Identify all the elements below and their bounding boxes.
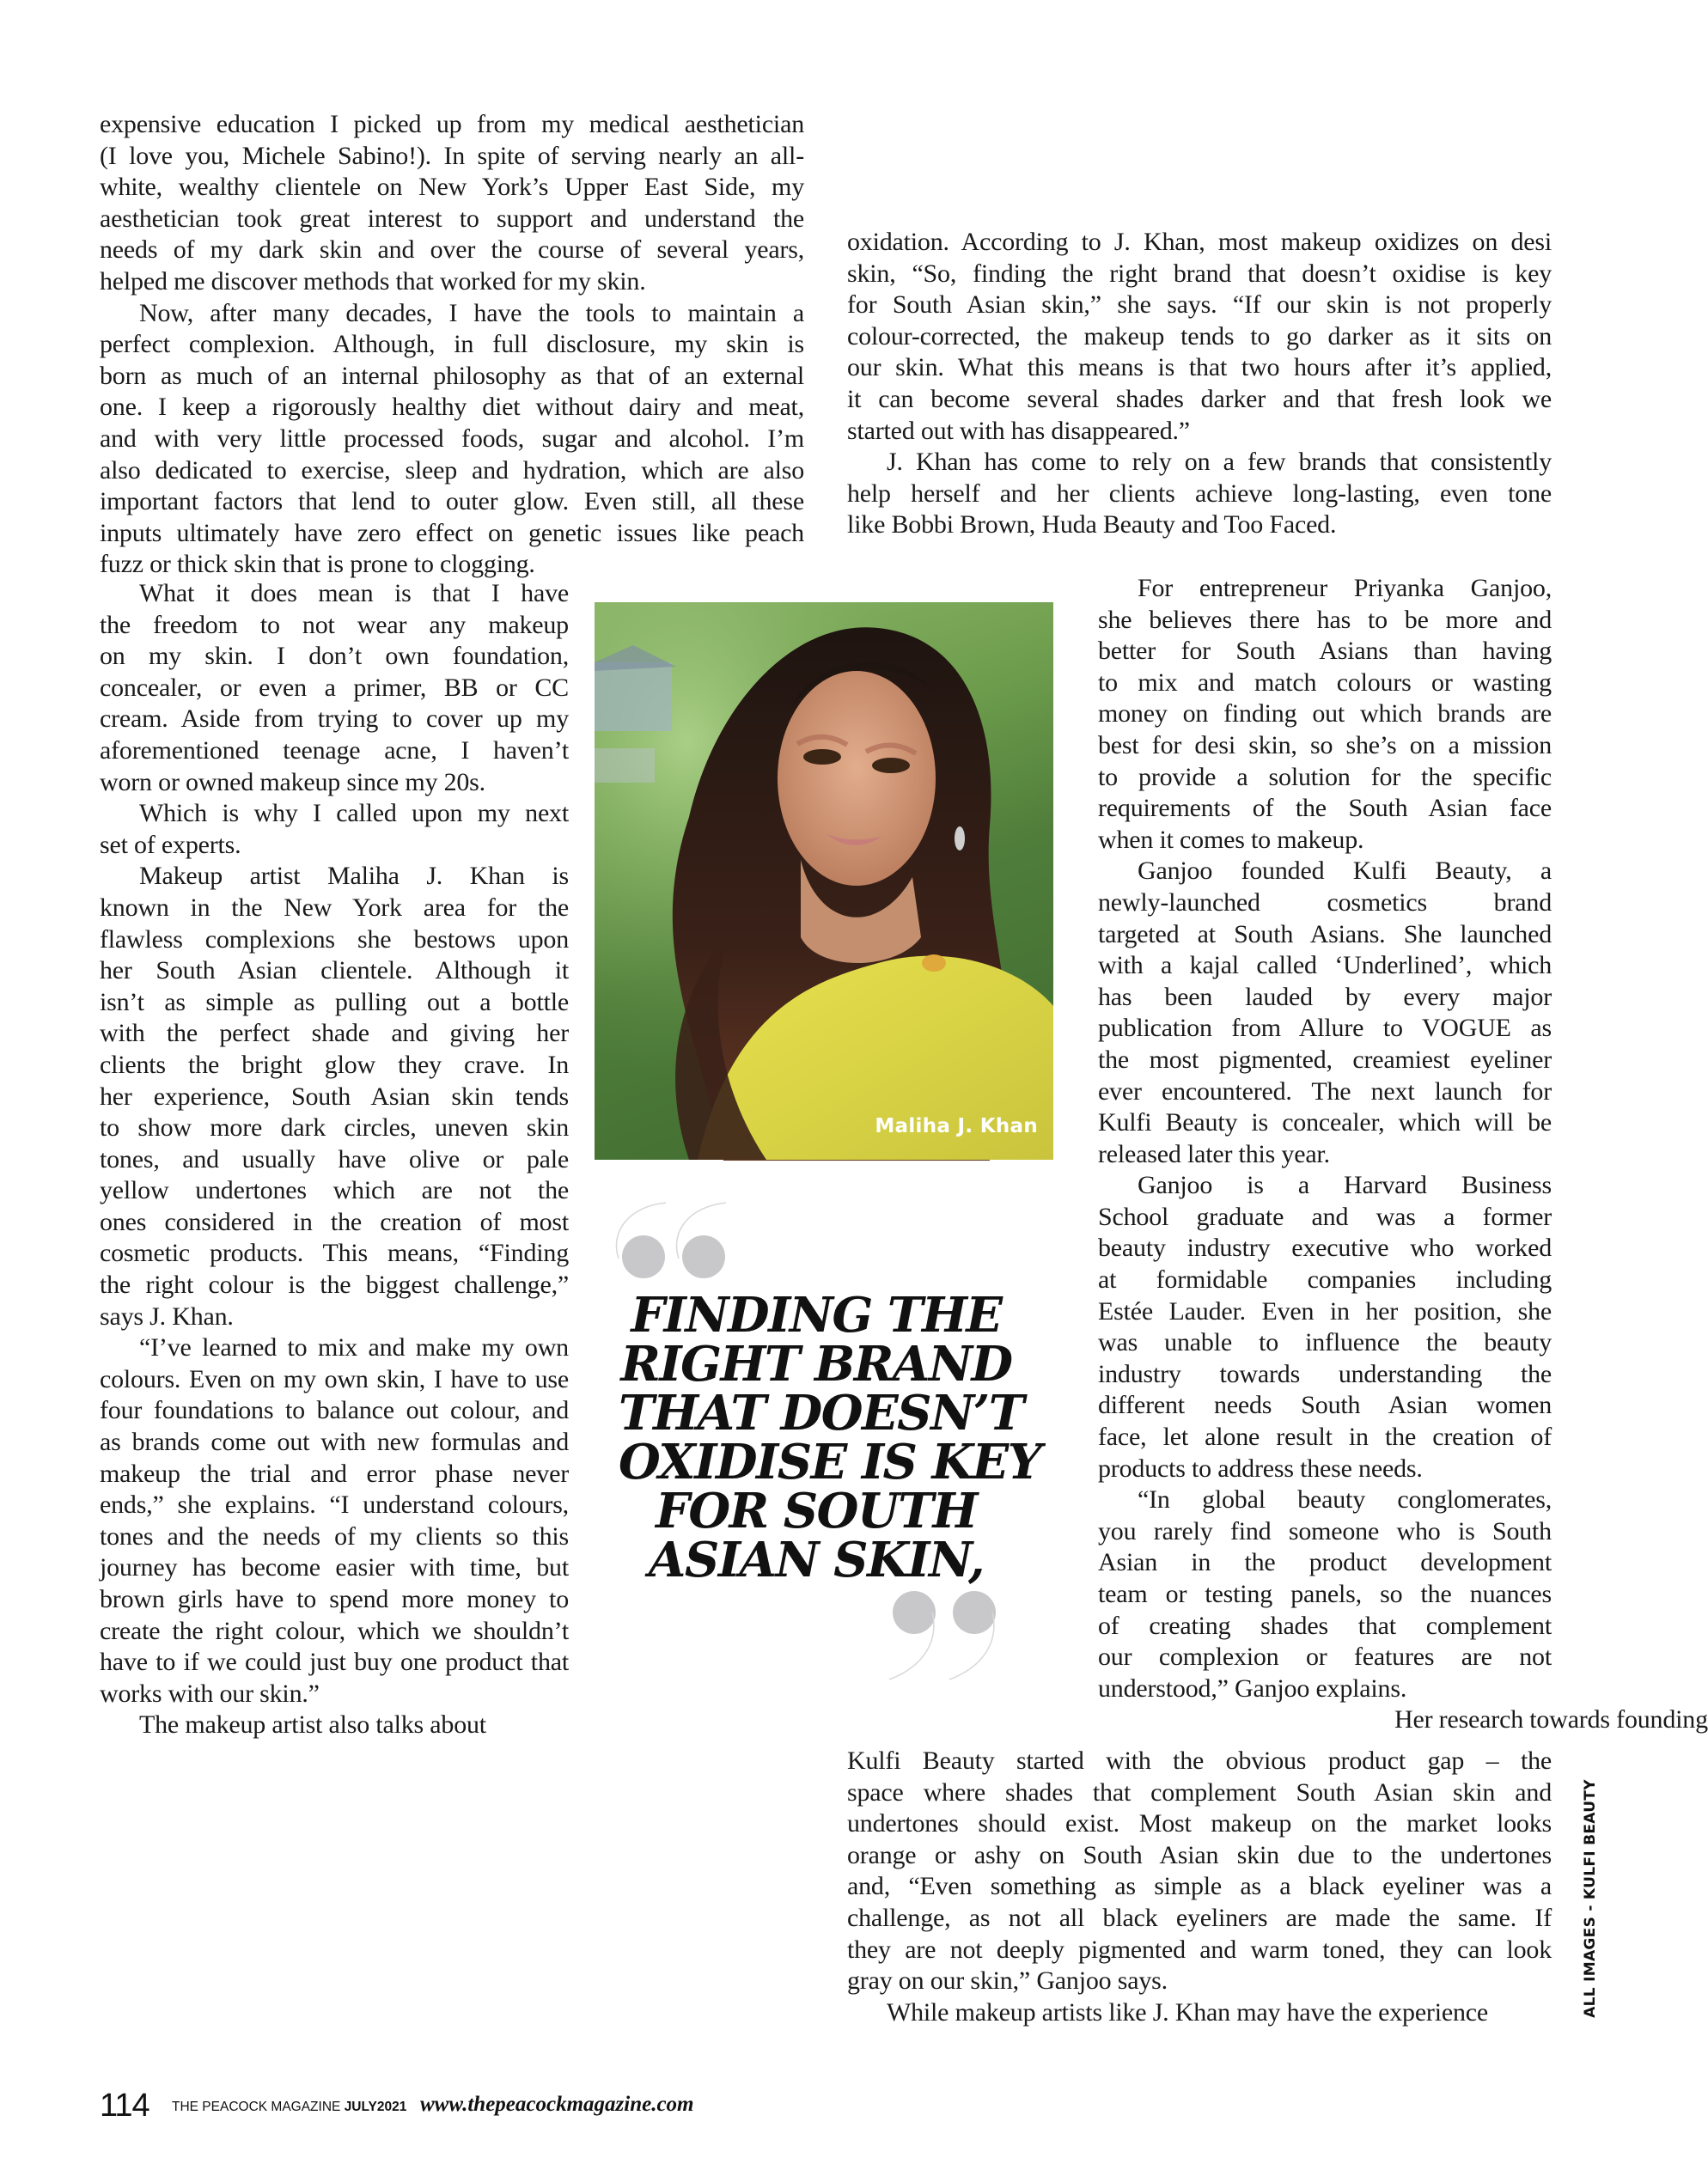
text-line: flawless complexions she bestows upon bbox=[100, 924, 569, 954]
text-line: “In global beauty conglomerates, bbox=[1138, 1485, 1552, 1515]
text-line: For entrepreneur Priyanka Ganjoo, bbox=[1138, 574, 1552, 602]
text-line: isn’t as simple as pulling out a bottle bbox=[100, 987, 569, 1016]
text-line: yellow undertones which are not the bbox=[100, 1176, 569, 1205]
pull-quote-line: RIGHT BRAND bbox=[620, 1336, 1012, 1393]
text-line: While makeup artists like J. Khan may have the experience bbox=[887, 1997, 1489, 2027]
text-line: works with our skin.” bbox=[100, 1679, 320, 1708]
text-line: to mix and match colours or wasting bbox=[1098, 668, 1552, 697]
text-line: colour-corrected, the makeup tends to go darker as it sits on bbox=[847, 321, 1552, 351]
text-line: the most pigmented, creamiest eyeliner bbox=[1098, 1045, 1552, 1074]
website-link[interactable]: www.thepeacockmagazine.com bbox=[420, 2093, 694, 2116]
right-column-narrow-text bbox=[1098, 573, 1708, 1736]
text-line: and with very little processed foods, sugar and alcohol. I’m bbox=[100, 424, 804, 453]
text-line: as brands come out with new formulas and bbox=[100, 1428, 569, 1457]
text-line: was unable to influence the beauty bbox=[1098, 1328, 1552, 1357]
text-line: also dedicated to exercise, sleep and hydration, which are also bbox=[100, 455, 804, 485]
text-line: Asian in the product development bbox=[1098, 1548, 1552, 1577]
text-line: you rarely find someone who is South bbox=[1098, 1516, 1552, 1545]
text-line: her experience, South Asian skin tends bbox=[100, 1082, 569, 1111]
text-line: worn or owned makeup since my 20s. bbox=[100, 767, 485, 796]
close-quote-dot-left bbox=[893, 1591, 936, 1634]
text-line: says J. Khan. bbox=[100, 1302, 234, 1331]
text-line: concealer, or even a primer, BB or CC bbox=[100, 673, 569, 702]
text-line: J. Khan has come to rely on a few brands that consistently bbox=[887, 448, 1552, 477]
pull-quote-line: FOR SOUTH bbox=[656, 1483, 977, 1539]
text-line: Her research towards founding bbox=[1394, 1705, 1708, 1734]
text-line: Estée Lauder. Even in her position, she bbox=[1098, 1296, 1552, 1326]
text-line: brown girls have to spend more money to bbox=[100, 1585, 569, 1613]
text-line: born as much of an internal philosophy as that of an external bbox=[100, 361, 804, 390]
text-line: aesthetician took great interest to support and understand the bbox=[100, 204, 804, 233]
text-line: her South Asian clientele. Although it bbox=[100, 956, 569, 985]
text-line: ever encountered. The next launch for bbox=[1098, 1076, 1552, 1106]
text-line: when it comes to makeup. bbox=[1098, 825, 1364, 854]
text-line: better for South Asians than having bbox=[1098, 637, 1552, 666]
issue-date: JULY2021 bbox=[344, 2100, 407, 2114]
text-line: important factors that lend to outer glow. Even still, all these bbox=[100, 487, 804, 516]
text-line: ones considered in the creation of most bbox=[100, 1207, 569, 1236]
text-line: cosmetic products. This means, “Finding bbox=[100, 1239, 569, 1268]
text-line: to show more dark circles, uneven skin bbox=[100, 1113, 569, 1143]
open-quote-dot-right bbox=[682, 1235, 725, 1278]
text-line: set of experts. bbox=[100, 830, 241, 859]
portrait-photo bbox=[595, 602, 1053, 1160]
open-quote-icon bbox=[610, 1198, 739, 1284]
text-line: started out with has disappeared.” bbox=[847, 416, 1190, 445]
text-line: the freedom to not wear any makeup bbox=[100, 610, 569, 639]
text-line: fuzz or thick skin that is prone to clogging. bbox=[100, 550, 535, 579]
text-line: face, let alone result in the creation of bbox=[1098, 1423, 1552, 1452]
text-line: (I love you, Michele Sabino!). In spite of serving nearly an all- bbox=[100, 141, 804, 170]
text-line: like Bobbi Brown, Huda Beauty and Too Faced. bbox=[847, 510, 1337, 540]
close-quote-icon bbox=[881, 1585, 1010, 1684]
text-line: Makeup artist Maliha J. Khan is bbox=[139, 862, 569, 891]
right-column-top-text bbox=[847, 227, 1552, 541]
text-line: of creating shades that complement bbox=[1098, 1611, 1552, 1640]
text-line: inputs ultimately have zero effect on genetic issues like peach bbox=[100, 518, 804, 547]
text-line: released later this year. bbox=[1098, 1139, 1330, 1168]
magazine-name-line bbox=[172, 2099, 406, 2116]
text-line: targeted at South Asians. She launched bbox=[1098, 919, 1552, 948]
text-line: requirements of the South Asian face bbox=[1098, 794, 1552, 823]
text-line: our skin. What this means is that two hours after it’s applied, bbox=[847, 353, 1552, 382]
text-line: best for desi skin, so she’s on a mission bbox=[1098, 730, 1552, 759]
text-line: money on finding out which brands are bbox=[1098, 699, 1552, 728]
image-credit: ALL IMAGES - KULFI BEAUTY bbox=[1582, 1779, 1599, 2018]
text-line: products to address these needs. bbox=[1098, 1454, 1423, 1483]
text-line: four foundations to balance out colour, and bbox=[100, 1396, 569, 1425]
right-column-bottom-text bbox=[847, 1746, 1552, 2028]
left-column-narrow-text bbox=[100, 578, 569, 1741]
text-line: cream. Aside from trying to cover up my bbox=[100, 704, 569, 734]
pull-quote-line: OXIDISE IS KEY bbox=[619, 1434, 1041, 1490]
text-line: and, “Even something as simple as a black eyeliner was a bbox=[847, 1872, 1552, 1901]
text-line: publication from Allure to VOGUE as bbox=[1098, 1014, 1552, 1043]
text-line: School graduate and was a former bbox=[1098, 1202, 1552, 1231]
text-line: skin, “So, finding the right brand that doesn’t oxidise is key bbox=[847, 259, 1552, 288]
pull-quote-line: ASIAN SKIN, bbox=[648, 1532, 985, 1588]
text-line: The makeup artist also talks about bbox=[139, 1710, 486, 1740]
text-line: journey has become easier with time, but bbox=[100, 1553, 569, 1582]
text-line: ends,” she explains. “I understand colours, bbox=[100, 1490, 569, 1520]
text-line: for South Asian skin,” she says. “If our skin is not properly bbox=[847, 290, 1552, 320]
text-line: “I’ve learned to mix and make my own bbox=[139, 1333, 569, 1362]
text-line: they are not deeply pigmented and warm toned, they can look bbox=[847, 1935, 1552, 1964]
magazine-name: THE PEACOCK MAGAZINE bbox=[172, 2100, 341, 2114]
text-line: challenge, as not all black eyeliners are made the same. If bbox=[847, 1903, 1552, 1932]
text-line: help herself and her clients achieve long-lasting, even tone bbox=[847, 479, 1552, 508]
text-line: perfect complexion. Although, in full disclosure, my skin is bbox=[100, 330, 804, 359]
text-line: the right colour is the biggest challenge,” bbox=[100, 1271, 569, 1300]
text-line: with a kajal called ‘Underlined’, which bbox=[1098, 951, 1552, 980]
pull-quote-line: THAT DOESN’T bbox=[619, 1385, 1023, 1442]
text-line: helped me discover methods that worked for my skin. bbox=[100, 266, 646, 296]
text-line: gray on our skin,” Ganjoo says. bbox=[847, 1966, 1168, 1996]
text-line: with the perfect shade and giving her bbox=[100, 1019, 569, 1048]
open-quote-dot-left bbox=[622, 1235, 665, 1278]
text-line: industry towards understanding the bbox=[1098, 1359, 1552, 1388]
text-line: on my skin. I don’t own foundation, bbox=[100, 642, 569, 671]
text-line: expensive education I picked up from my medical aesthetician bbox=[100, 110, 804, 138]
text-line: Ganjoo founded Kulfi Beauty, a bbox=[1138, 856, 1552, 886]
text-line: colours. Even on my own skin, I have to use bbox=[100, 1364, 569, 1393]
text-line: Kulfi Beauty started with the obvious product gap – the bbox=[847, 1747, 1552, 1775]
text-line: Kulfi Beauty is concealer, which will be bbox=[1098, 1108, 1552, 1137]
text-line: space where shades that complement South Asian skin and bbox=[847, 1777, 1552, 1807]
text-line: team or testing panels, so the nuances bbox=[1098, 1580, 1552, 1608]
text-line: has been lauded by every major bbox=[1098, 982, 1552, 1011]
text-line: at formidable companies including bbox=[1098, 1265, 1552, 1295]
text-line: to provide a solution for the specific bbox=[1098, 762, 1552, 791]
close-quote-dot-right bbox=[953, 1591, 996, 1634]
text-line: Ganjoo is a Harvard Business bbox=[1138, 1171, 1552, 1200]
text-line: known in the New York area for the bbox=[100, 893, 569, 922]
text-line: understood,” Ganjoo explains. bbox=[1098, 1673, 1407, 1703]
text-line: create the right colour, which we shouldn’t bbox=[100, 1616, 569, 1645]
text-line: Which is why I called upon my next bbox=[139, 799, 569, 828]
text-line: one. I keep a rigorously healthy diet without dairy and meat, bbox=[100, 393, 804, 422]
text-line: newly-launched cosmetics brand bbox=[1098, 887, 1552, 917]
text-line: our complexion or features are not bbox=[1098, 1643, 1552, 1672]
portrait-illustration bbox=[595, 602, 1053, 1160]
text-line: orange or ashy on South Asian skin due to the undertones bbox=[847, 1840, 1552, 1869]
pull-quote-text bbox=[619, 1287, 1041, 1588]
page-number: 114 bbox=[100, 2088, 149, 2124]
text-line: tones and the needs of my clients so this bbox=[100, 1521, 569, 1551]
text-line: she believes there has to be more and bbox=[1098, 605, 1552, 634]
pull-quote bbox=[601, 1190, 1065, 1697]
text-line: makeup the trial and error phase never bbox=[100, 1459, 569, 1488]
text-line: tones, and usually have olive or pale bbox=[100, 1144, 569, 1173]
text-line: beauty industry executive who worked bbox=[1098, 1234, 1552, 1263]
text-line: it can become several shades darker and that fresh look we bbox=[847, 384, 1552, 413]
pull-quote-line: FINDING THE bbox=[631, 1287, 1002, 1344]
photo-caption: Maliha J. Khan bbox=[875, 1115, 1038, 1137]
text-line: aforementioned teenage acne, I haven’t bbox=[100, 735, 569, 765]
text-line: clients the bright glow they crave. In bbox=[100, 1050, 569, 1079]
text-line: needs of my dark skin and over the course of several years, bbox=[100, 235, 804, 265]
text-line: oxidation. According to J. Khan, most makeup oxidizes on desi bbox=[847, 228, 1552, 256]
text-line: undertones should exist. Most makeup on the market looks bbox=[847, 1809, 1552, 1838]
text-line: white, wealthy clientele on New York’s Upper East Side, my bbox=[100, 173, 804, 202]
text-line: Now, after many decades, I have the tools to maintain a bbox=[139, 298, 804, 327]
text-line: What it does mean is that I have bbox=[139, 579, 569, 607]
left-column-wide-text bbox=[100, 109, 804, 581]
text-line: different needs South Asian women bbox=[1098, 1391, 1552, 1420]
text-line: have to if we could just buy one product that bbox=[100, 1648, 569, 1677]
